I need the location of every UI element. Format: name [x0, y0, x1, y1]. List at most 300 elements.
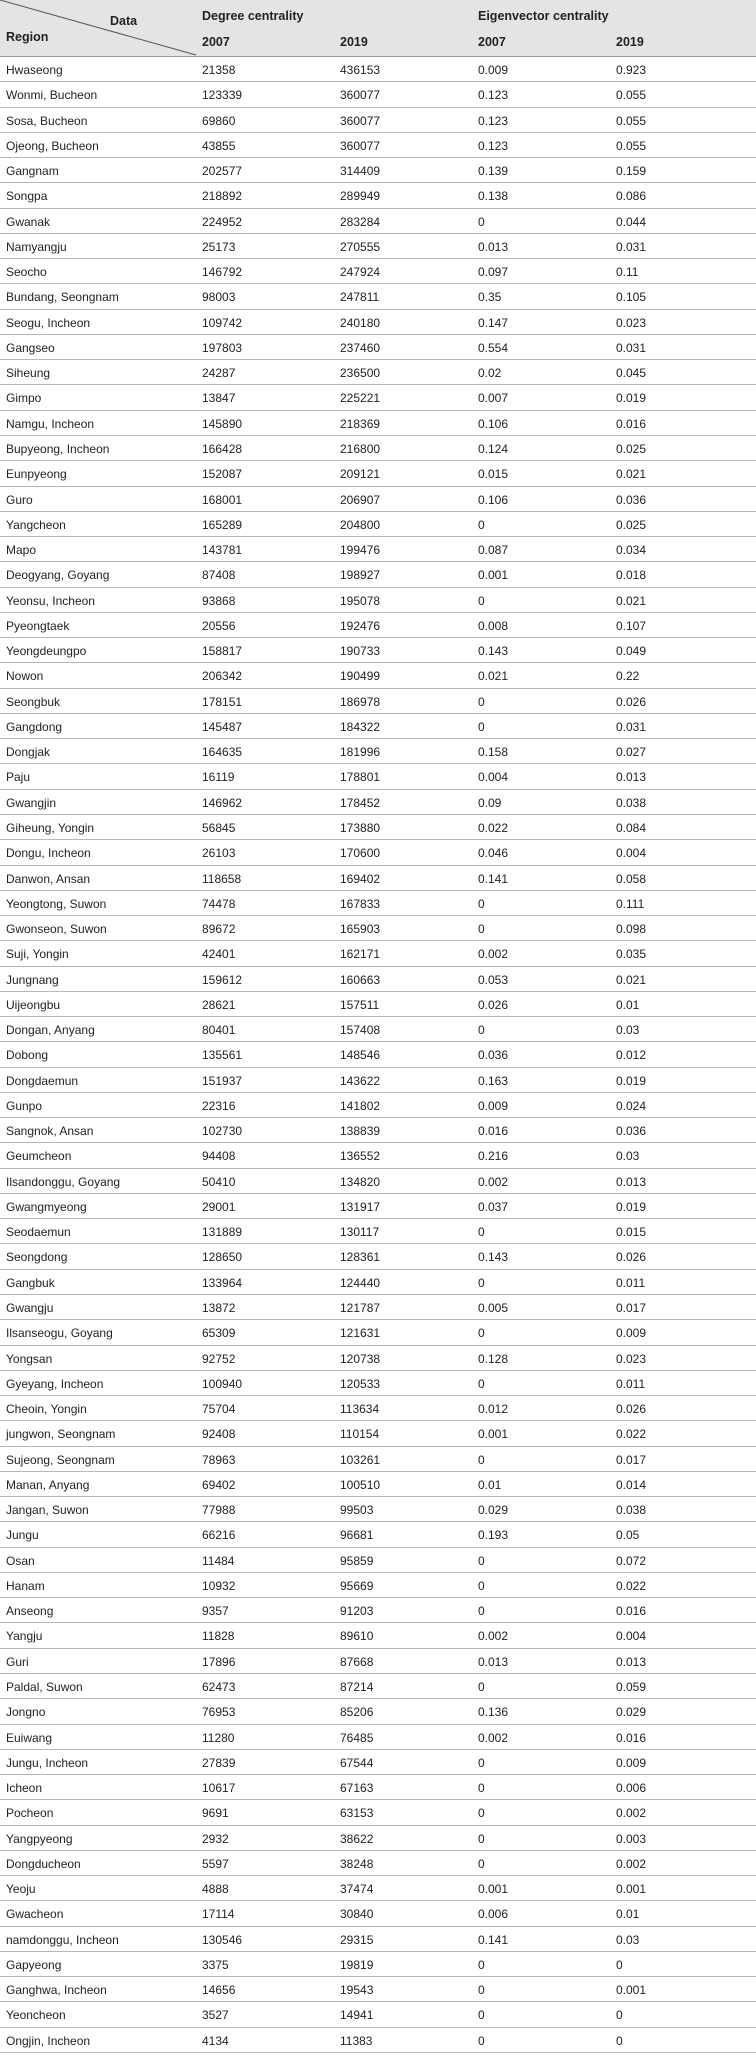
eigen-2007-cell: 0	[478, 1578, 485, 1593]
eigen-2007-cell: 0	[478, 1326, 485, 1341]
region-cell: Guri	[6, 1654, 29, 1669]
degree-2007-cell: 56845	[202, 820, 236, 835]
eigen-2019-cell: 0.022	[616, 1427, 647, 1442]
eigen-2019-cell: 0.001	[616, 1983, 647, 1998]
degree-2019-cell: 218369	[340, 416, 381, 431]
table-row	[0, 840, 756, 865]
eigen-2007-cell: 0.141	[478, 871, 509, 886]
table-row	[0, 1775, 756, 1800]
degree-2019-cell: 103261	[340, 1452, 381, 1467]
degree-2019-cell: 134820	[340, 1174, 381, 1189]
degree-2019-cell: 30840	[340, 1907, 374, 1922]
table-row	[0, 638, 756, 663]
degree-2007-cell: 159612	[202, 972, 243, 987]
region-cell: Dongdaemun	[6, 1073, 79, 1088]
degree-2007-cell: 5597	[202, 1856, 229, 1871]
eigen-2019-cell: 0	[616, 1957, 623, 1972]
degree-2019-cell: 436153	[340, 63, 381, 77]
eigen-2019-cell: 0.044	[616, 214, 647, 229]
region-cell: Sosa, Bucheon	[6, 113, 88, 128]
table-row	[0, 1977, 756, 2002]
eigen-2007-cell: 0.136	[478, 1705, 509, 1720]
eigen-2019-cell: 0.055	[616, 138, 647, 153]
table-row	[0, 2028, 756, 2053]
eigen-2019-cell: 0.072	[616, 1553, 647, 1568]
eigen-2007-cell: 0	[478, 517, 485, 532]
table-row	[0, 1421, 756, 1446]
degree-2007-cell: 62473	[202, 1680, 236, 1694]
eigen-2019-cell: 0.009	[616, 1755, 647, 1770]
region-cell: Suji, Yongin	[6, 947, 69, 962]
region-cell: Dobong	[6, 1048, 49, 1063]
table-row	[0, 411, 756, 436]
region-cell: Jangan, Suwon	[6, 1503, 89, 1518]
eigen-2019-cell: 0.006	[616, 1781, 647, 1796]
eigen-2019-cell: 0.015	[616, 1225, 647, 1240]
table-row	[0, 1598, 756, 1623]
region-cell: jungwon, Seongnam	[6, 1427, 116, 1442]
table-row	[0, 1573, 756, 1598]
table-row	[0, 1295, 756, 1320]
eigen-2019-cell: 0.019	[616, 1199, 647, 1214]
degree-2019-cell: 121787	[340, 1301, 381, 1316]
eigen-2019-cell: 0.03	[616, 1023, 640, 1038]
degree-2007-cell: 75704	[202, 1402, 236, 1417]
region-cell: Yeoju	[6, 1882, 36, 1897]
region-cell: Gangseo	[6, 340, 55, 355]
eigen-2019-cell: 0.084	[616, 820, 647, 835]
degree-2007-cell: 218892	[202, 189, 243, 204]
eigen-2007-cell: 0	[478, 1452, 485, 1467]
degree-2007-cell: 17114	[202, 1907, 235, 1922]
table-row	[0, 1851, 756, 1876]
table-row	[0, 108, 756, 133]
eigen-2019-cell: 0.002	[616, 1856, 647, 1871]
region-cell: Pocheon	[6, 1806, 54, 1821]
degree-2019-cell: 160663	[340, 972, 381, 987]
eigen-2019-cell: 0.107	[616, 618, 647, 633]
eigen-2019-cell: 0.026	[616, 1402, 647, 1417]
header-diagonal-divider	[0, 0, 200, 56]
eigen-2019-cell: 0.098	[616, 922, 647, 937]
table-row	[0, 1396, 756, 1421]
degree-2019-cell: 165903	[340, 922, 381, 937]
table-row	[0, 2002, 756, 2027]
table-row	[0, 1750, 756, 1775]
region-cell: Ilsandonggu, Goyang	[6, 1174, 121, 1189]
region-cell: Uijeongbu	[6, 997, 61, 1012]
degree-2019-cell: 170600	[340, 846, 381, 861]
region-cell: Deogyang, Goyang	[6, 568, 110, 583]
table-row	[0, 1017, 756, 1042]
region-cell: Jungu, Incheon	[6, 1755, 89, 1770]
degree-2007-cell: 25173	[202, 239, 236, 254]
eigen-2007-cell: 0.001	[478, 568, 509, 583]
eigen-2007-cell: 0.163	[478, 1073, 509, 1088]
table-row	[0, 562, 756, 587]
degree-2007-cell: 43855	[202, 138, 236, 153]
degree-2019-cell: 89610	[340, 1629, 374, 1644]
degree-2007-cell: 178151	[202, 694, 243, 709]
region-cell: Yangju	[6, 1629, 43, 1644]
region-cell: Cheoin, Yongin	[6, 1402, 87, 1417]
degree-2019-cell: 247924	[340, 265, 381, 280]
table-row	[0, 714, 756, 739]
region-cell: Namyangju	[6, 239, 67, 254]
table-row	[0, 1725, 756, 1750]
table-row	[0, 815, 756, 840]
eigen-2007-cell: 0.016	[478, 1124, 509, 1139]
eigen-2007-cell: 0.007	[478, 391, 509, 406]
eigen-2007-cell: 0	[478, 896, 485, 911]
degree-2007-cell: 42401	[202, 947, 236, 962]
eigen-2019-cell: 0.001	[616, 1882, 647, 1897]
region-cell: Jungnang	[6, 972, 59, 987]
degree-2007-cell: 93868	[202, 593, 236, 608]
degree-2019-cell: 173880	[340, 820, 381, 835]
table-row	[0, 967, 756, 992]
degree-2019-cell: 120738	[340, 1351, 381, 1366]
eigen-2007-cell: 0	[478, 719, 485, 734]
degree-2019-cell: 198927	[340, 568, 381, 583]
region-cell: Yangpyeong	[6, 1831, 73, 1846]
degree-2007-cell: 66216	[202, 1528, 236, 1543]
degree-2019-cell: 199476	[340, 543, 381, 558]
eigen-2007-cell: 0.022	[478, 820, 509, 835]
eigen-2019-cell: 0.055	[616, 88, 647, 103]
region-cell: namdonggu, Incheon	[6, 1932, 119, 1947]
degree-2007-cell: 16119	[202, 770, 235, 785]
eigen-2007-cell: 0	[478, 2033, 485, 2048]
table-row	[0, 1042, 756, 1067]
eigen-2019-cell: 0.019	[616, 1073, 647, 1088]
eigen-2007-cell: 0.143	[478, 1250, 509, 1265]
table-row	[0, 1320, 756, 1345]
region-cell: Ongjin, Incheon	[6, 2033, 91, 2048]
degree-2007-cell: 27839	[202, 1755, 236, 1770]
eigen-2007-cell: 0.087	[478, 543, 509, 558]
table-row	[0, 613, 756, 638]
degree-2019-cell: 67163	[340, 1781, 374, 1796]
degree-2007-cell: 202577	[202, 164, 243, 179]
eigen-2019-cell: 0.011	[616, 1275, 646, 1290]
eigen-2019-cell: 0.003	[616, 1831, 647, 1846]
eigen-2007-cell: 0.012	[478, 1402, 509, 1417]
eigen-2007-cell: 0.141	[478, 1932, 509, 1947]
region-cell: Gangbuk	[6, 1275, 55, 1290]
table-row	[0, 1219, 756, 1244]
eigen-2007-cell: 0	[478, 1831, 485, 1846]
table-row	[0, 259, 756, 284]
degree-2019-cell: 87668	[340, 1654, 374, 1669]
table-row	[0, 1447, 756, 1472]
eigen-2007-cell: 0.013	[478, 1654, 509, 1669]
eigen-2019-cell: 0	[616, 2008, 623, 2023]
degree-2007-cell: 130546	[202, 1932, 243, 1947]
region-cell: Bupyeong, Incheon	[6, 441, 110, 456]
degree-2007-cell: 87408	[202, 568, 236, 583]
eigen-2007-cell: 0.008	[478, 618, 509, 633]
table-row	[0, 992, 756, 1017]
eigen-2007-cell: 0.147	[478, 315, 509, 330]
eigen-2019-cell: 0.027	[616, 745, 647, 760]
eigen-2007-cell: 0	[478, 1806, 485, 1821]
region-cell: Sujeong, Seongnam	[6, 1452, 115, 1467]
degree-2019-cell: 113634	[340, 1402, 380, 1417]
eigen-2007-cell: 0	[478, 1023, 485, 1038]
region-cell: Yeongtong, Suwon	[6, 896, 107, 911]
eigen-2019-cell: 0.014	[616, 1477, 647, 1492]
degree-2007-cell: 151937	[202, 1073, 243, 1088]
eigen-2019-cell: 0.22	[616, 669, 640, 684]
table-row	[0, 1270, 756, 1295]
region-cell: Gunpo	[6, 1098, 43, 1113]
degree-2019-cell: 63153	[340, 1806, 374, 1821]
degree-2019-cell: 95669	[340, 1578, 374, 1593]
table-row	[0, 1346, 756, 1371]
degree-2019-cell: 38622	[340, 1831, 374, 1846]
degree-2007-cell: 3375	[202, 1957, 229, 1972]
region-cell: Yeongdeungpo	[6, 644, 87, 659]
eigen-2019-cell: 0.023	[616, 1351, 647, 1366]
degree-2019-cell: 76485	[340, 1730, 374, 1745]
degree-2019-cell: 131917	[340, 1199, 381, 1214]
eigen-2019-cell: 0.013	[616, 1654, 647, 1669]
degree-2019-cell: 96681	[340, 1528, 374, 1543]
table-row	[0, 1699, 756, 1724]
eigen-2019-cell: 0.105	[616, 290, 647, 305]
header-data-label: Data	[110, 14, 138, 28]
degree-2019-cell: 11383	[340, 2033, 373, 2048]
header-degree-centrality: Degree centrality	[202, 9, 304, 23]
eigen-2007-cell: 0.01	[478, 1477, 502, 1492]
eigen-2019-cell: 0.045	[616, 366, 647, 381]
header-year-degree-2007: 2007	[202, 35, 230, 49]
eigen-2019-cell: 0.111	[616, 896, 645, 911]
eigen-2007-cell: 0.046	[478, 846, 509, 861]
degree-2007-cell: 3527	[202, 2008, 229, 2023]
degree-2007-cell: 128650	[202, 1250, 243, 1265]
degree-2007-cell: 100940	[202, 1376, 243, 1391]
degree-2007-cell: 10932	[202, 1578, 236, 1593]
degree-2007-cell: 166428	[202, 441, 243, 456]
eigen-2007-cell: 0.002	[478, 1174, 509, 1189]
degree-2007-cell: 4134	[202, 2033, 229, 2048]
table-row	[0, 764, 756, 789]
region-cell: Yeoncheon	[6, 2008, 66, 2023]
header-region-label: Region	[6, 30, 49, 44]
table-row	[0, 1371, 756, 1396]
eigen-2019-cell: 0.017	[616, 1301, 647, 1316]
region-cell: Nowon	[6, 669, 44, 684]
table-row	[0, 82, 756, 107]
degree-2007-cell: 24287	[202, 366, 236, 381]
degree-2019-cell: 100510	[340, 1477, 381, 1492]
header-eigenvector-centrality: Eigenvector centrality	[478, 9, 609, 23]
eigen-2007-cell: 0.193	[478, 1528, 509, 1543]
degree-2007-cell: 9691	[202, 1806, 229, 1821]
region-cell: Seocho	[6, 265, 47, 280]
degree-2019-cell: 157511	[340, 997, 380, 1012]
degree-2007-cell: 206342	[202, 669, 243, 684]
eigen-2019-cell: 0.022	[616, 1578, 647, 1593]
degree-2019-cell: 289949	[340, 189, 381, 204]
table-row	[0, 1472, 756, 1497]
table-row	[0, 209, 756, 234]
degree-2007-cell: 165289	[202, 517, 243, 532]
eigen-2007-cell: 0.123	[478, 88, 509, 103]
region-cell: Ganghwa, Incheon	[6, 1983, 107, 1998]
eigen-2019-cell: 0.038	[616, 795, 647, 810]
degree-2019-cell: 38248	[340, 1856, 374, 1871]
region-cell: Dongducheon	[6, 1856, 81, 1871]
eigen-2019-cell: 0.031	[616, 239, 647, 254]
eigen-2019-cell: 0.002	[616, 1806, 647, 1821]
degree-2007-cell: 20556	[202, 618, 236, 633]
eigen-2007-cell: 0.216	[478, 1149, 509, 1164]
eigen-2019-cell: 0.023	[616, 315, 647, 330]
region-cell: Anseong	[6, 1604, 54, 1619]
eigen-2019-cell: 0.059	[616, 1680, 647, 1694]
region-cell: Gangnam	[6, 164, 59, 179]
degree-2007-cell: 92752	[202, 1351, 236, 1366]
region-cell: Geumcheon	[6, 1149, 72, 1164]
table-row	[0, 1927, 756, 1952]
degree-2007-cell: 152087	[202, 467, 243, 482]
degree-2019-cell: 206907	[340, 492, 381, 507]
eigen-2007-cell: 0	[478, 694, 485, 709]
degree-2019-cell: 19543	[340, 1983, 374, 1998]
degree-2007-cell: 9357	[202, 1604, 229, 1619]
region-cell: Ojeong, Bucheon	[6, 138, 99, 153]
table-row	[0, 916, 756, 941]
degree-2007-cell: 17896	[202, 1654, 236, 1669]
degree-2007-cell: 29001	[202, 1199, 236, 1214]
eigen-2019-cell: 0.026	[616, 1250, 647, 1265]
table-row	[0, 866, 756, 891]
eigen-2007-cell: 0.138	[478, 189, 509, 204]
degree-2007-cell: 14656	[202, 1983, 236, 1998]
table-row	[0, 1068, 756, 1093]
degree-2019-cell: 124440	[340, 1275, 381, 1290]
eigen-2019-cell: 0.05	[616, 1528, 640, 1543]
degree-2007-cell: 146792	[202, 265, 243, 280]
degree-2019-cell: 136552	[340, 1149, 381, 1164]
eigen-2019-cell: 0.03	[616, 1149, 640, 1164]
region-cell: Dongjak	[6, 745, 51, 760]
table-header	[0, 0, 756, 57]
degree-2019-cell: 148546	[340, 1048, 381, 1063]
degree-2007-cell: 50410	[202, 1174, 236, 1189]
degree-2007-cell: 89672	[202, 922, 236, 937]
degree-2007-cell: 80401	[202, 1023, 236, 1038]
degree-2019-cell: 99503	[340, 1503, 374, 1518]
eigen-2019-cell: 0.019	[616, 391, 647, 406]
degree-2019-cell: 237460	[340, 340, 381, 355]
eigen-2019-cell: 0.086	[616, 189, 647, 204]
region-cell: Gapyeong	[6, 1957, 62, 1972]
eigen-2007-cell: 0	[478, 1983, 485, 1998]
region-cell: Sangnok, Ansan	[6, 1124, 94, 1139]
eigen-2007-cell: 0.029	[478, 1503, 509, 1518]
degree-2007-cell: 164635	[202, 745, 243, 760]
degree-2019-cell: 209121	[340, 467, 381, 482]
table-row	[0, 790, 756, 815]
eigen-2019-cell: 0.013	[616, 1174, 647, 1189]
degree-2019-cell: 67544	[340, 1755, 374, 1770]
eigen-2007-cell: 0	[478, 1680, 485, 1694]
eigen-2007-cell: 0.009	[478, 63, 509, 77]
degree-2019-cell: 192476	[340, 618, 381, 633]
table-row	[0, 739, 756, 764]
eigen-2019-cell: 0.036	[616, 1124, 647, 1139]
table-row	[0, 360, 756, 385]
eigen-2007-cell: 0	[478, 1225, 485, 1240]
eigen-2019-cell: 0.017	[616, 1452, 647, 1467]
eigen-2007-cell: 0.002	[478, 1730, 509, 1745]
degree-2007-cell: 2932	[202, 1831, 229, 1846]
eigen-2007-cell: 0.037	[478, 1199, 509, 1214]
region-cell: Gangdong	[6, 719, 63, 734]
degree-2007-cell: 74478	[202, 896, 236, 911]
degree-2019-cell: 130117	[340, 1225, 380, 1240]
degree-2007-cell: 109742	[202, 315, 243, 330]
eigen-2019-cell: 0.013	[616, 770, 647, 785]
table-row	[0, 1093, 756, 1118]
table-row	[0, 436, 756, 461]
region-cell: Dongu, Incheon	[6, 846, 91, 861]
region-cell: Jongno	[6, 1705, 46, 1720]
degree-2019-cell: 169402	[340, 871, 381, 886]
table-row	[0, 891, 756, 916]
region-cell: Danwon, Ansan	[6, 871, 91, 886]
eigen-2007-cell: 0	[478, 1604, 485, 1619]
table-row	[0, 310, 756, 335]
degree-2019-cell: 95859	[340, 1553, 374, 1568]
eigen-2019-cell: 0.058	[616, 871, 647, 886]
eigen-2007-cell: 0.002	[478, 947, 509, 962]
degree-2019-cell: 204800	[340, 517, 381, 532]
eigen-2007-cell: 0.004	[478, 770, 509, 785]
eigen-2007-cell: 0	[478, 1275, 485, 1290]
table-row	[0, 1623, 756, 1648]
eigen-2019-cell: 0.029	[616, 1705, 647, 1720]
degree-2007-cell: 22316	[202, 1098, 236, 1113]
degree-2019-cell: 314409	[340, 164, 381, 179]
table-row	[0, 512, 756, 537]
region-cell: Mapo	[6, 543, 37, 558]
eigen-2007-cell: 0	[478, 1553, 485, 1568]
eigen-2019-cell: 0.923	[616, 63, 647, 77]
degree-2007-cell: 135561	[202, 1048, 243, 1063]
header-year-degree-2019: 2019	[340, 35, 368, 49]
region-cell: Songpa	[6, 189, 48, 204]
degree-2007-cell: 77988	[202, 1503, 236, 1518]
eigen-2019-cell: 0.004	[616, 846, 647, 861]
degree-2007-cell: 11484	[202, 1553, 235, 1568]
eigen-2019-cell: 0.026	[616, 694, 647, 709]
eigen-2007-cell: 0.001	[478, 1882, 509, 1897]
region-cell: Yeonsu, Incheon	[6, 593, 95, 608]
eigen-2007-cell: 0.002	[478, 1629, 509, 1644]
eigen-2007-cell: 0.097	[478, 265, 509, 280]
eigen-2007-cell: 0.013	[478, 239, 509, 254]
eigen-2007-cell: 0.09	[478, 795, 502, 810]
table-row	[0, 1194, 756, 1219]
region-cell: Icheon	[6, 1781, 43, 1796]
degree-2007-cell: 145890	[202, 416, 243, 431]
region-cell: Seongbuk	[6, 694, 61, 709]
